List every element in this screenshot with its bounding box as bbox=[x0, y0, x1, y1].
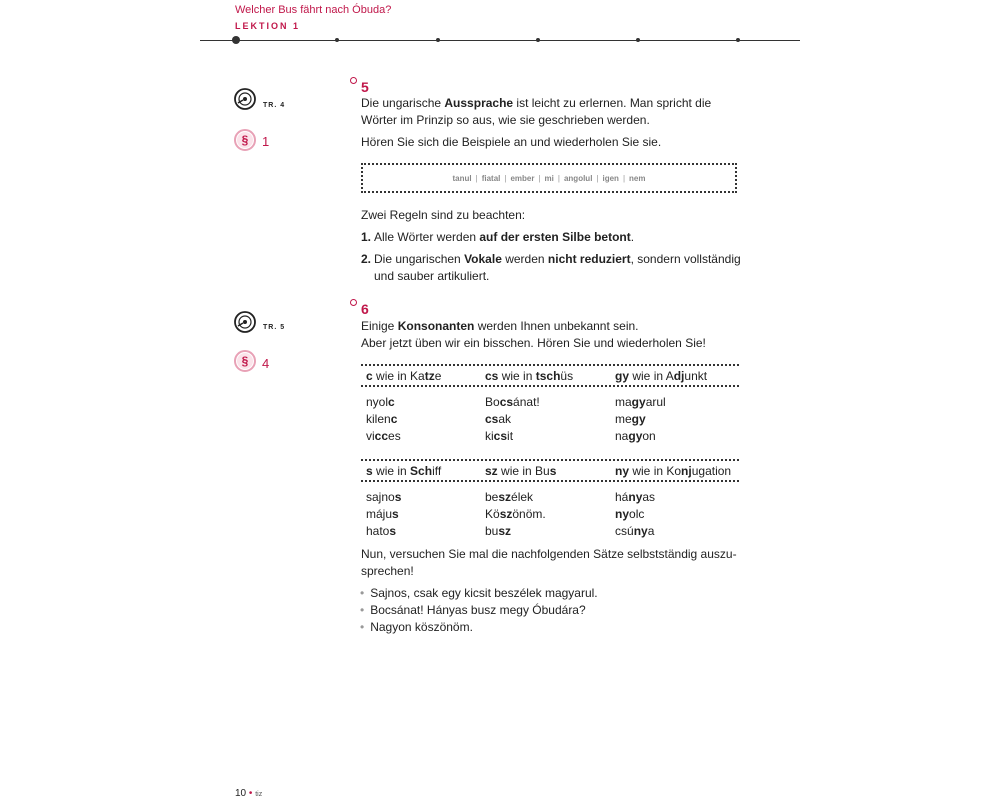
list-item bbox=[360, 619, 740, 636]
table-cell: Bocsánat! bbox=[485, 394, 540, 409]
sentence-text: Sajnos, csak egy kicsit beszélek magyarul. bbox=[370, 586, 598, 600]
bullet-icon: • bbox=[360, 586, 365, 600]
audio-cd-icon[interactable] bbox=[234, 88, 256, 110]
table-row bbox=[361, 410, 739, 427]
example-word: tanul bbox=[452, 173, 472, 183]
word-separator: | bbox=[622, 173, 626, 183]
exercise-intro: Die ungarische Aussprache ist leicht zu erlernen. Man spricht die Wörter im Prinzip so aus, wie sie geschrieben werden. bbox=[361, 96, 712, 127]
section-sign-icon: § bbox=[237, 132, 253, 148]
example-word: nem bbox=[629, 173, 646, 183]
table-cell: hányas bbox=[615, 489, 656, 504]
page-number-word: tiz bbox=[255, 791, 263, 798]
example-word: igen bbox=[602, 173, 619, 183]
rule-text: Alle Wörter werden auf der ersten Silbe betont. bbox=[374, 230, 635, 244]
table-row bbox=[361, 393, 739, 410]
table-cell: csak bbox=[485, 411, 512, 426]
grammar-section-icon[interactable] bbox=[234, 350, 256, 372]
table-header-cell: ny wie in Konjugation bbox=[615, 463, 732, 478]
example-word: mi bbox=[544, 173, 554, 183]
page-separator: • bbox=[248, 788, 253, 799]
timeline-current-dot bbox=[232, 36, 240, 44]
table-cell: vicces bbox=[366, 428, 401, 443]
rule-text: Die ungarischen Vokale werden nicht reduziert, sondern vollständig und sauber artikuliert. bbox=[374, 252, 741, 283]
list-item bbox=[360, 602, 740, 619]
lesson-label: LEKTION 1 bbox=[235, 21, 301, 31]
section-sign-icon: § bbox=[237, 353, 253, 369]
table-header-cell: c wie in Katze bbox=[366, 368, 442, 383]
table-cell: kicsit bbox=[485, 428, 514, 443]
rule-item bbox=[361, 251, 741, 285]
table-row bbox=[361, 427, 739, 444]
word-separator: | bbox=[504, 173, 507, 183]
audio-cd-icon[interactable] bbox=[234, 311, 256, 333]
table-cell: nagyon bbox=[615, 428, 656, 443]
table-row bbox=[361, 505, 739, 522]
timeline-dot bbox=[536, 38, 540, 42]
table-cell: sajnos bbox=[366, 489, 402, 504]
consonant-table bbox=[361, 459, 739, 539]
table-cell: nyolc bbox=[615, 506, 645, 521]
timeline-dot bbox=[736, 38, 740, 42]
table-cell: beszélek bbox=[485, 489, 534, 504]
rule-item bbox=[361, 229, 741, 246]
table-header-row bbox=[361, 459, 739, 482]
track-label: TR. 4 bbox=[263, 102, 286, 109]
grammar-reference-number: 4 bbox=[262, 356, 270, 371]
word-separator: | bbox=[596, 173, 599, 183]
list-item bbox=[360, 585, 740, 602]
word-separator: | bbox=[475, 173, 478, 183]
table-cell: hatos bbox=[366, 523, 397, 538]
track-label: TR. 5 bbox=[263, 324, 286, 331]
page-number-value: 10 bbox=[235, 788, 247, 799]
timeline-dot bbox=[436, 38, 440, 42]
table-row bbox=[361, 522, 739, 539]
table-row bbox=[361, 488, 739, 505]
page-number bbox=[235, 788, 262, 799]
table-header-cell: sz wie in Bus bbox=[485, 463, 557, 478]
practice-sentences bbox=[360, 585, 740, 636]
consonant-table bbox=[361, 364, 739, 444]
table-cell: megy bbox=[615, 411, 646, 426]
table-cell: magyarul bbox=[615, 394, 666, 409]
progress-timeline bbox=[200, 40, 800, 41]
grammar-section-icon[interactable] bbox=[234, 129, 256, 151]
table-cell: május bbox=[366, 506, 399, 521]
exercise-instruction: Hören Sie sich die Beispiele an und wiederholen Sie sie. bbox=[361, 135, 662, 149]
example-word: angolul bbox=[563, 173, 593, 183]
table-cell: busz bbox=[485, 523, 512, 538]
rule-number: 2. bbox=[361, 252, 372, 266]
table-cell: Köszönöm. bbox=[485, 506, 546, 521]
example-words-box bbox=[361, 163, 737, 193]
example-word: ember bbox=[510, 173, 535, 183]
grammar-reference-number: 1 bbox=[262, 134, 270, 149]
exercise-number: 5 bbox=[361, 79, 369, 95]
bullet-icon: • bbox=[360, 620, 365, 634]
running-title: Welcher Bus fährt nach Óbuda? bbox=[235, 4, 392, 16]
table-header-cell: s wie in Schiff bbox=[366, 463, 442, 478]
exercise-marker-icon bbox=[350, 77, 357, 84]
sentence-text: Nagyon köszönöm. bbox=[370, 620, 473, 634]
table-cell: kilenc bbox=[366, 411, 398, 426]
word-separator: | bbox=[557, 173, 560, 183]
table-header-row bbox=[361, 364, 739, 387]
table-cell: csúnya bbox=[615, 523, 655, 538]
example-word: fiatal bbox=[481, 173, 501, 183]
exercise-intro: Einige Konsonanten werden Ihnen unbekannt sein. Aber jetzt üben wir ein bisschen. Hören Sie und wiederholen Sie! bbox=[361, 319, 706, 350]
bullet-icon: • bbox=[360, 603, 365, 617]
sentence-text: Bocsánat! Hányas busz megy Óbudára? bbox=[370, 603, 586, 617]
rules-intro: Zwei Regeln sind zu beachten: bbox=[361, 208, 526, 222]
table-header-cell: gy wie in Adjunkt bbox=[615, 368, 708, 383]
timeline-dot bbox=[335, 38, 339, 42]
practice-instruction: Nun, versuchen Sie mal die nachfolgenden Sätze selbstständig auszu- sprechen! bbox=[361, 547, 737, 578]
timeline-dot bbox=[636, 38, 640, 42]
exercise-number: 6 bbox=[361, 301, 369, 317]
rule-number: 1. bbox=[361, 230, 372, 244]
exercise-marker-icon bbox=[350, 299, 357, 306]
word-separator: | bbox=[538, 173, 541, 183]
table-header-cell: cs wie in tschüs bbox=[485, 368, 574, 383]
table-cell: nyolc bbox=[366, 394, 395, 409]
